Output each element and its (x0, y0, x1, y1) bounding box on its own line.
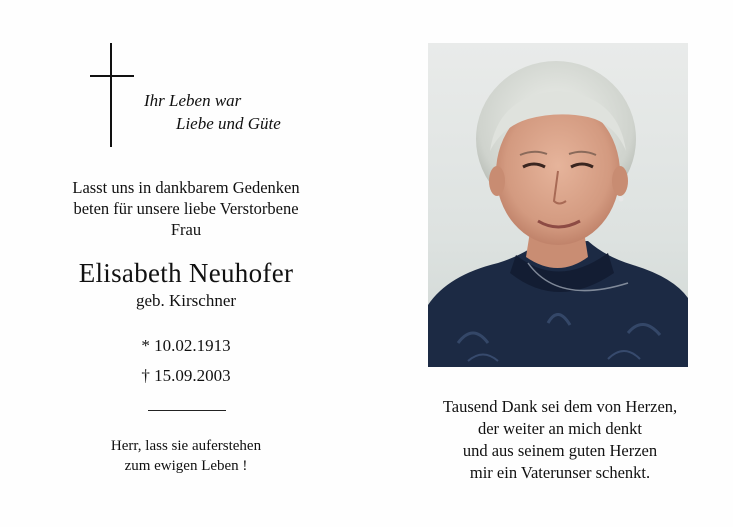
motto-line-2: Liebe und Güte (176, 114, 281, 133)
portrait-illustration (428, 43, 688, 367)
thanks-line-4: mir ein Vaterunser schenkt. (469, 463, 651, 482)
thanks-line-3: und aus seinem guten Herzen (462, 441, 658, 460)
intro-line-3: Frau (170, 220, 202, 239)
cross-icon (110, 43, 112, 147)
motto-line-1: Ihr Leben war (144, 91, 242, 110)
intro-text (40, 177, 332, 240)
prayer-line-1: Herr, lass sie auferstehen (110, 438, 262, 454)
prayer-text (40, 436, 332, 476)
prayer-line-2: zum ewigen Leben ! (124, 458, 248, 474)
intro-line-1: Lasst uns in dankbarem Gedenken (72, 178, 300, 197)
maiden-name: geb. Kirschner (135, 291, 237, 310)
cross-icon-bar (90, 75, 134, 77)
thanks-line-1: Tausend Dank sei dem von Herzen, (442, 397, 678, 416)
intro-line-2: beten für unsere liebe Verstorbene (73, 199, 299, 218)
birth-date: * 10.02.1913 (141, 336, 231, 355)
death-date: † 15.09.2003 (141, 366, 231, 385)
deceased-name: Elisabeth Neuhofer (78, 258, 294, 288)
thanks-verse (400, 396, 720, 484)
divider-line (148, 410, 226, 411)
portrait-photo (428, 43, 688, 367)
thanks-line-2: der weiter an mich denkt (477, 419, 643, 438)
